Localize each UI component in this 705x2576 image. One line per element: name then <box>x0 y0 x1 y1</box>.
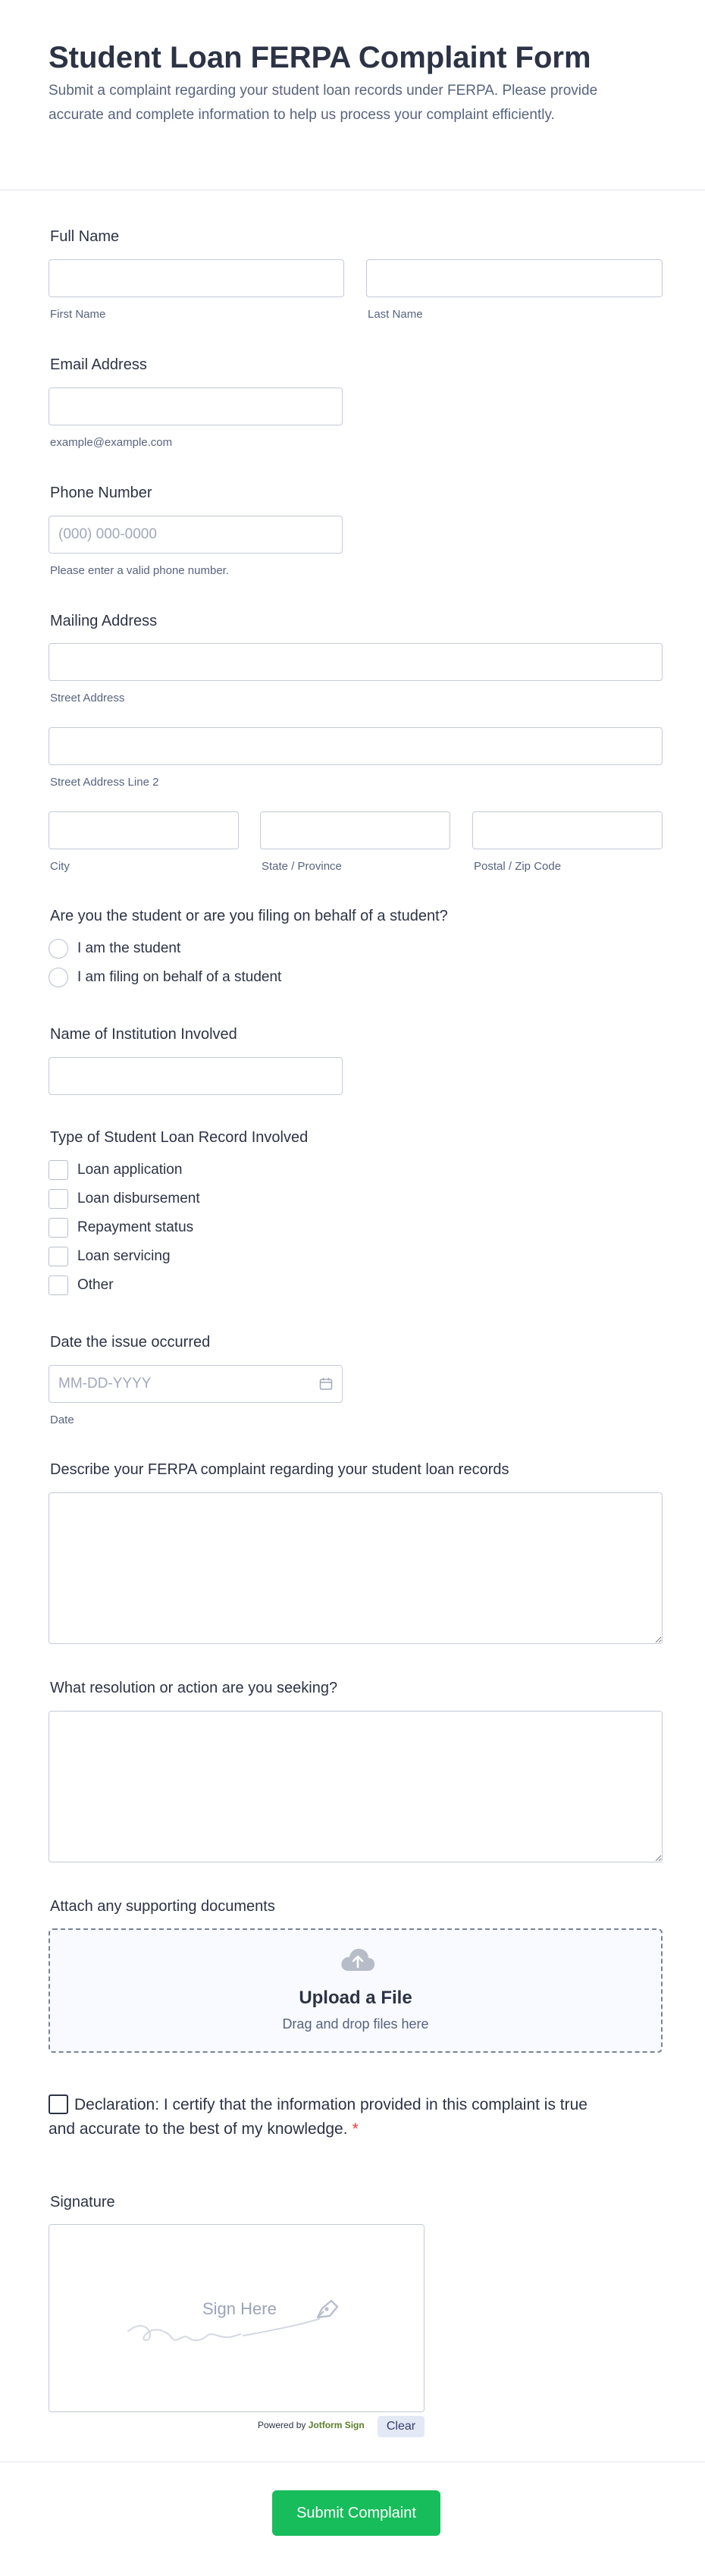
city-input[interactable] <box>49 811 239 849</box>
first-name-sublabel: First Name <box>50 308 106 321</box>
email-label: Email Address <box>50 356 147 373</box>
upload-subtitle: Drag and drop files here <box>282 2016 429 2032</box>
radio-button[interactable] <box>49 939 68 959</box>
city-sublabel: City <box>50 860 70 873</box>
date-input[interactable] <box>49 1366 299 1402</box>
declaration-checkbox-row[interactable] <box>49 2093 594 2141</box>
resolution-textarea[interactable] <box>49 1711 663 1862</box>
checkbox-label: Other <box>77 1277 114 1293</box>
complaint-label: Describe your FERPA complaint regarding your student loan records <box>50 1461 509 1478</box>
state-sublabel: State / Province <box>262 860 342 873</box>
filer-question-label: Are you the student or are you filing on behalf of a student? <box>50 908 448 924</box>
checkbox-loan-servicing[interactable] <box>49 1246 171 1267</box>
powered-brand: Jotform Sign <box>308 2420 365 2430</box>
checkbox-label: Loan servicing <box>77 1248 171 1264</box>
checkbox-label: Loan application <box>77 1162 183 1178</box>
checkbox[interactable] <box>49 1189 68 1209</box>
checkbox-loan-disbursement[interactable] <box>49 1188 200 1210</box>
phone-input[interactable] <box>49 516 343 554</box>
street-address-sublabel: Street Address <box>50 692 125 704</box>
page-title: Student Loan FERPA Complaint Form <box>49 41 591 74</box>
complaint-textarea[interactable] <box>49 1492 663 1644</box>
email-sublabel: example@example.com <box>50 436 173 449</box>
required-mark: * <box>352 2120 359 2138</box>
attachments-label: Attach any supporting documents <box>50 1898 275 1915</box>
record-type-label: Type of Student Loan Record Involved <box>50 1129 309 1146</box>
file-upload-dropzone[interactable] <box>49 1928 663 2053</box>
clear-signature-button[interactable]: Clear <box>378 2416 425 2437</box>
page-subtitle: Submit a complaint regarding your student loan records under FERPA. Please provide accurate and complete information to help us process your complaint efficiently. <box>49 83 598 123</box>
radio-option-label: I am the student <box>77 940 181 956</box>
pen-icon <box>312 2296 343 2326</box>
date-sublabel: Date <box>50 1414 74 1426</box>
footer-divider <box>0 2461 705 2462</box>
first-name-input[interactable] <box>49 259 344 297</box>
institution-input[interactable] <box>49 1057 343 1095</box>
last-name-sublabel: Last Name <box>368 308 423 321</box>
zip-input[interactable] <box>472 811 663 849</box>
address-label: Mailing Address <box>50 613 158 629</box>
institution-label: Name of Institution Involved <box>50 1026 237 1043</box>
phone-sublabel: Please enter a valid phone number. <box>50 564 229 577</box>
checkbox[interactable] <box>49 1160 68 1180</box>
signature-hint: Sign Here <box>202 2299 277 2318</box>
signature-pad[interactable] <box>49 2224 425 2412</box>
date-label: Date the issue occurred <box>50 1334 211 1351</box>
signature-label: Signature <box>50 2194 115 2210</box>
calendar-icon[interactable] <box>319 1377 333 1395</box>
signature-placeholder-scribble <box>49 2225 425 2413</box>
full-name-label: Full Name <box>50 228 120 245</box>
form-header <box>49 36 625 127</box>
radio-option-student[interactable] <box>49 938 180 959</box>
radio-option-on-behalf[interactable] <box>49 967 281 988</box>
date-field[interactable] <box>49 1365 343 1403</box>
email-input[interactable] <box>49 387 343 425</box>
upload-title: Upload a File <box>299 1988 412 2008</box>
checkbox-other[interactable] <box>49 1275 114 1296</box>
checkbox[interactable] <box>49 1247 68 1266</box>
declaration-text: Declaration: I certify that the information provided in this complaint is true and accurate to the best of my knowledge. <box>49 2096 588 2138</box>
checkbox-label: Loan disbursement <box>77 1191 200 1206</box>
checkbox[interactable] <box>49 1218 68 1238</box>
checkbox-label: Repayment status <box>77 1219 194 1235</box>
checkbox[interactable] <box>49 1275 68 1295</box>
checkbox-loan-application[interactable] <box>49 1159 182 1181</box>
last-name-input[interactable] <box>366 259 663 297</box>
radio-button[interactable] <box>49 968 68 987</box>
street-address-input[interactable] <box>49 643 663 681</box>
powered-prefix: Powered by <box>258 2420 306 2430</box>
state-input[interactable] <box>260 811 450 849</box>
powered-by <box>258 2420 365 2430</box>
submit-button[interactable]: Submit Complaint <box>272 2490 440 2536</box>
radio-option-label: I am filing on behalf of a student <box>77 969 282 985</box>
phone-label: Phone Number <box>50 485 152 501</box>
cloud-upload-icon <box>340 1947 376 1976</box>
resolution-label: What resolution or action are you seeking? <box>50 1680 338 1696</box>
checkbox-repayment-status[interactable] <box>49 1217 193 1238</box>
street-address-line2-sublabel: Street Address Line 2 <box>50 776 159 789</box>
zip-sublabel: Postal / Zip Code <box>474 860 562 873</box>
street-address-line2-input[interactable] <box>49 727 663 765</box>
declaration-checkbox[interactable] <box>49 2094 68 2114</box>
